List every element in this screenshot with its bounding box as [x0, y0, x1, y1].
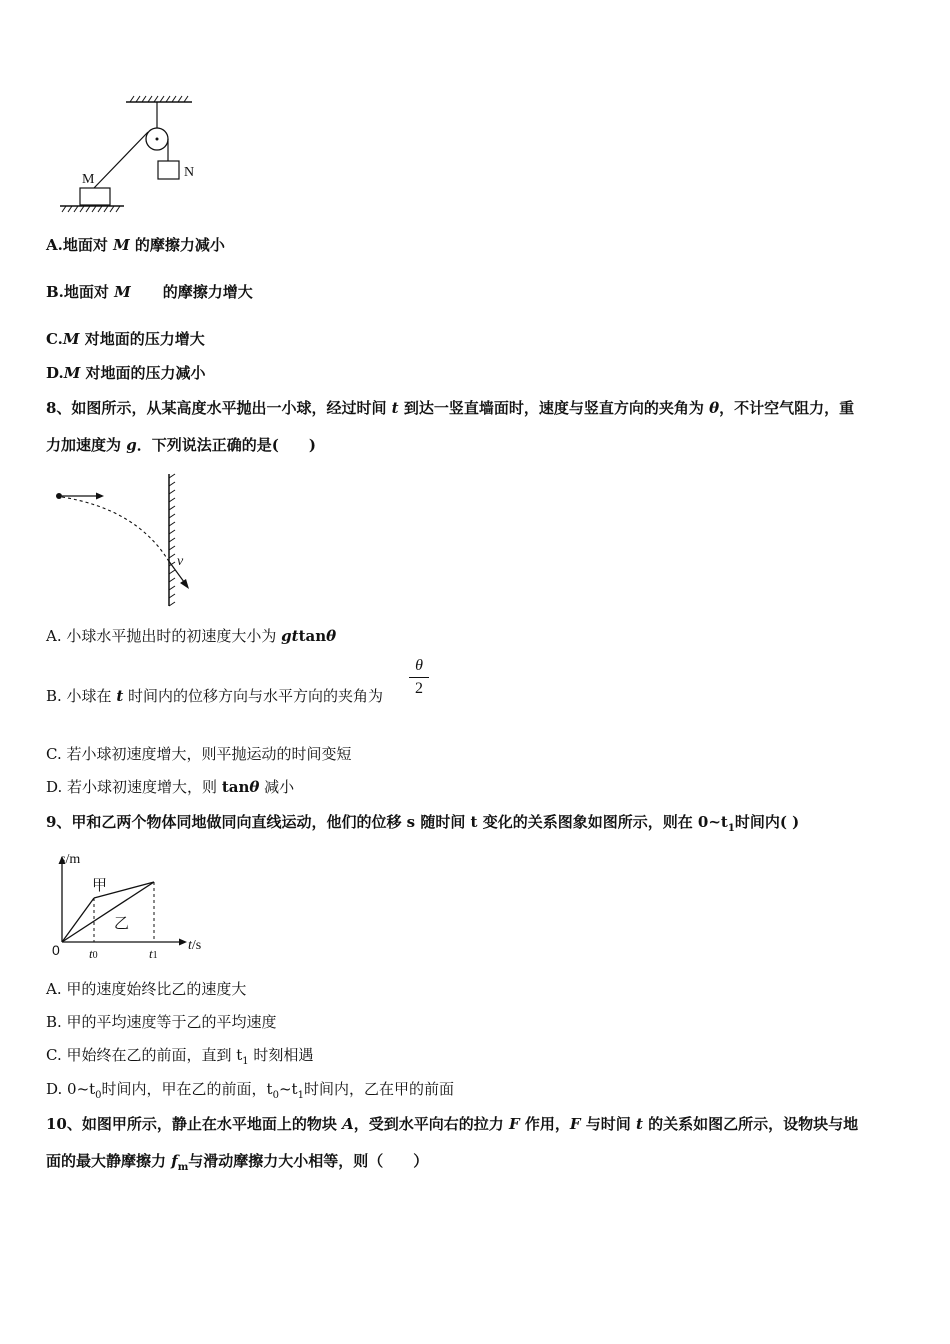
q10-stem-line2: 面的最大静摩擦力 $f_m$与滑动摩擦力大小相等，则（ ）: [46, 1152, 429, 1173]
series-label-yi: 乙: [114, 914, 130, 932]
y-axis-unit: /m: [65, 852, 81, 867]
q7-option-c[interactable]: C.M 对地面的压力增大: [46, 330, 205, 348]
projectile-figure: [46, 464, 202, 612]
q8-stem-line1: 8、如图所示，从某高度水平抛出一小球，经过时间 t 到达一竖直墙面时，速度与竖直方向的夹角为 θ，不计空气阻力，重: [46, 399, 855, 417]
q9-option-d[interactable]: D. $0\sim t_0$时间内，甲在乙的前面，$t_0\sim t_1$时间内，乙在甲的前面: [46, 1080, 454, 1101]
label-m: M: [82, 172, 95, 187]
q9-option-b[interactable]: B. 甲的平均速度等于乙的平均速度: [46, 1013, 277, 1031]
y-axis-symbol: s: [60, 852, 66, 867]
x-axis-symbol: t: [188, 938, 192, 953]
q7-option-d[interactable]: D.M 对地面的压力减小: [46, 364, 206, 382]
svg-text:t/s: [188, 938, 201, 953]
q9-option-a[interactable]: A. 甲的速度始终比乙的速度大: [46, 980, 247, 998]
series-label-jia: 甲: [92, 876, 108, 894]
q8-option-c[interactable]: C. 若小球初速度增大，则平抛运动的时间变短: [46, 745, 352, 763]
velocity-label: v: [177, 554, 184, 569]
label-n: N: [184, 165, 195, 180]
q9-option-c[interactable]: C. 甲始终在乙的前面，直到 $t_1$ 时刻相遇: [46, 1046, 314, 1067]
t1-tick-label: t: [149, 946, 153, 961]
q8-stem-line2: 力加速度为 g．下列说法正确的是( ): [46, 436, 316, 454]
yi-line: [62, 882, 154, 942]
q10-stem-line1: 10、如图甲所示，静止在水平地面上的物块 A，受到水平向右的拉力 F 作用，F 与时间 t 的关系如图乙所示，设物块与地: [46, 1115, 859, 1133]
t0-tick-label: t: [89, 946, 93, 961]
x-axis-unit: /s: [191, 938, 202, 953]
q7-option-b[interactable]: B.地面对 M 的摩擦力增大: [46, 283, 253, 301]
q7-option-a[interactable]: A.地面对 M 的摩擦力减小: [46, 236, 225, 254]
q8-option-d[interactable]: D. 若小球初速度增大，则 tanθ 减小: [46, 778, 295, 796]
q8-option-b[interactable]: B. 小球在 t 时间内的位移方向与水平方向的夹角为: [46, 687, 384, 705]
pulley-figure: [52, 94, 202, 219]
theta-over-two-fraction: θ 2: [409, 657, 429, 698]
q9-stem: 9、甲和乙两个物体同地做同向直线运动，他们的位移 s 随时间 t 变化的关系图象如图所示，则在 $0\sim t_1$时间内( ): [46, 813, 800, 834]
displacement-time-graph: [48, 846, 208, 964]
origin-label: 0: [52, 942, 60, 958]
jia-line-segment-1: [62, 898, 94, 942]
svg-text:t0: t0: [89, 946, 98, 961]
q8-option-a[interactable]: A. 小球水平抛出时的初速度大小为 gttanθ: [46, 627, 337, 645]
svg-text:s/m: [60, 852, 80, 867]
svg-text:t1: t1: [149, 946, 158, 961]
